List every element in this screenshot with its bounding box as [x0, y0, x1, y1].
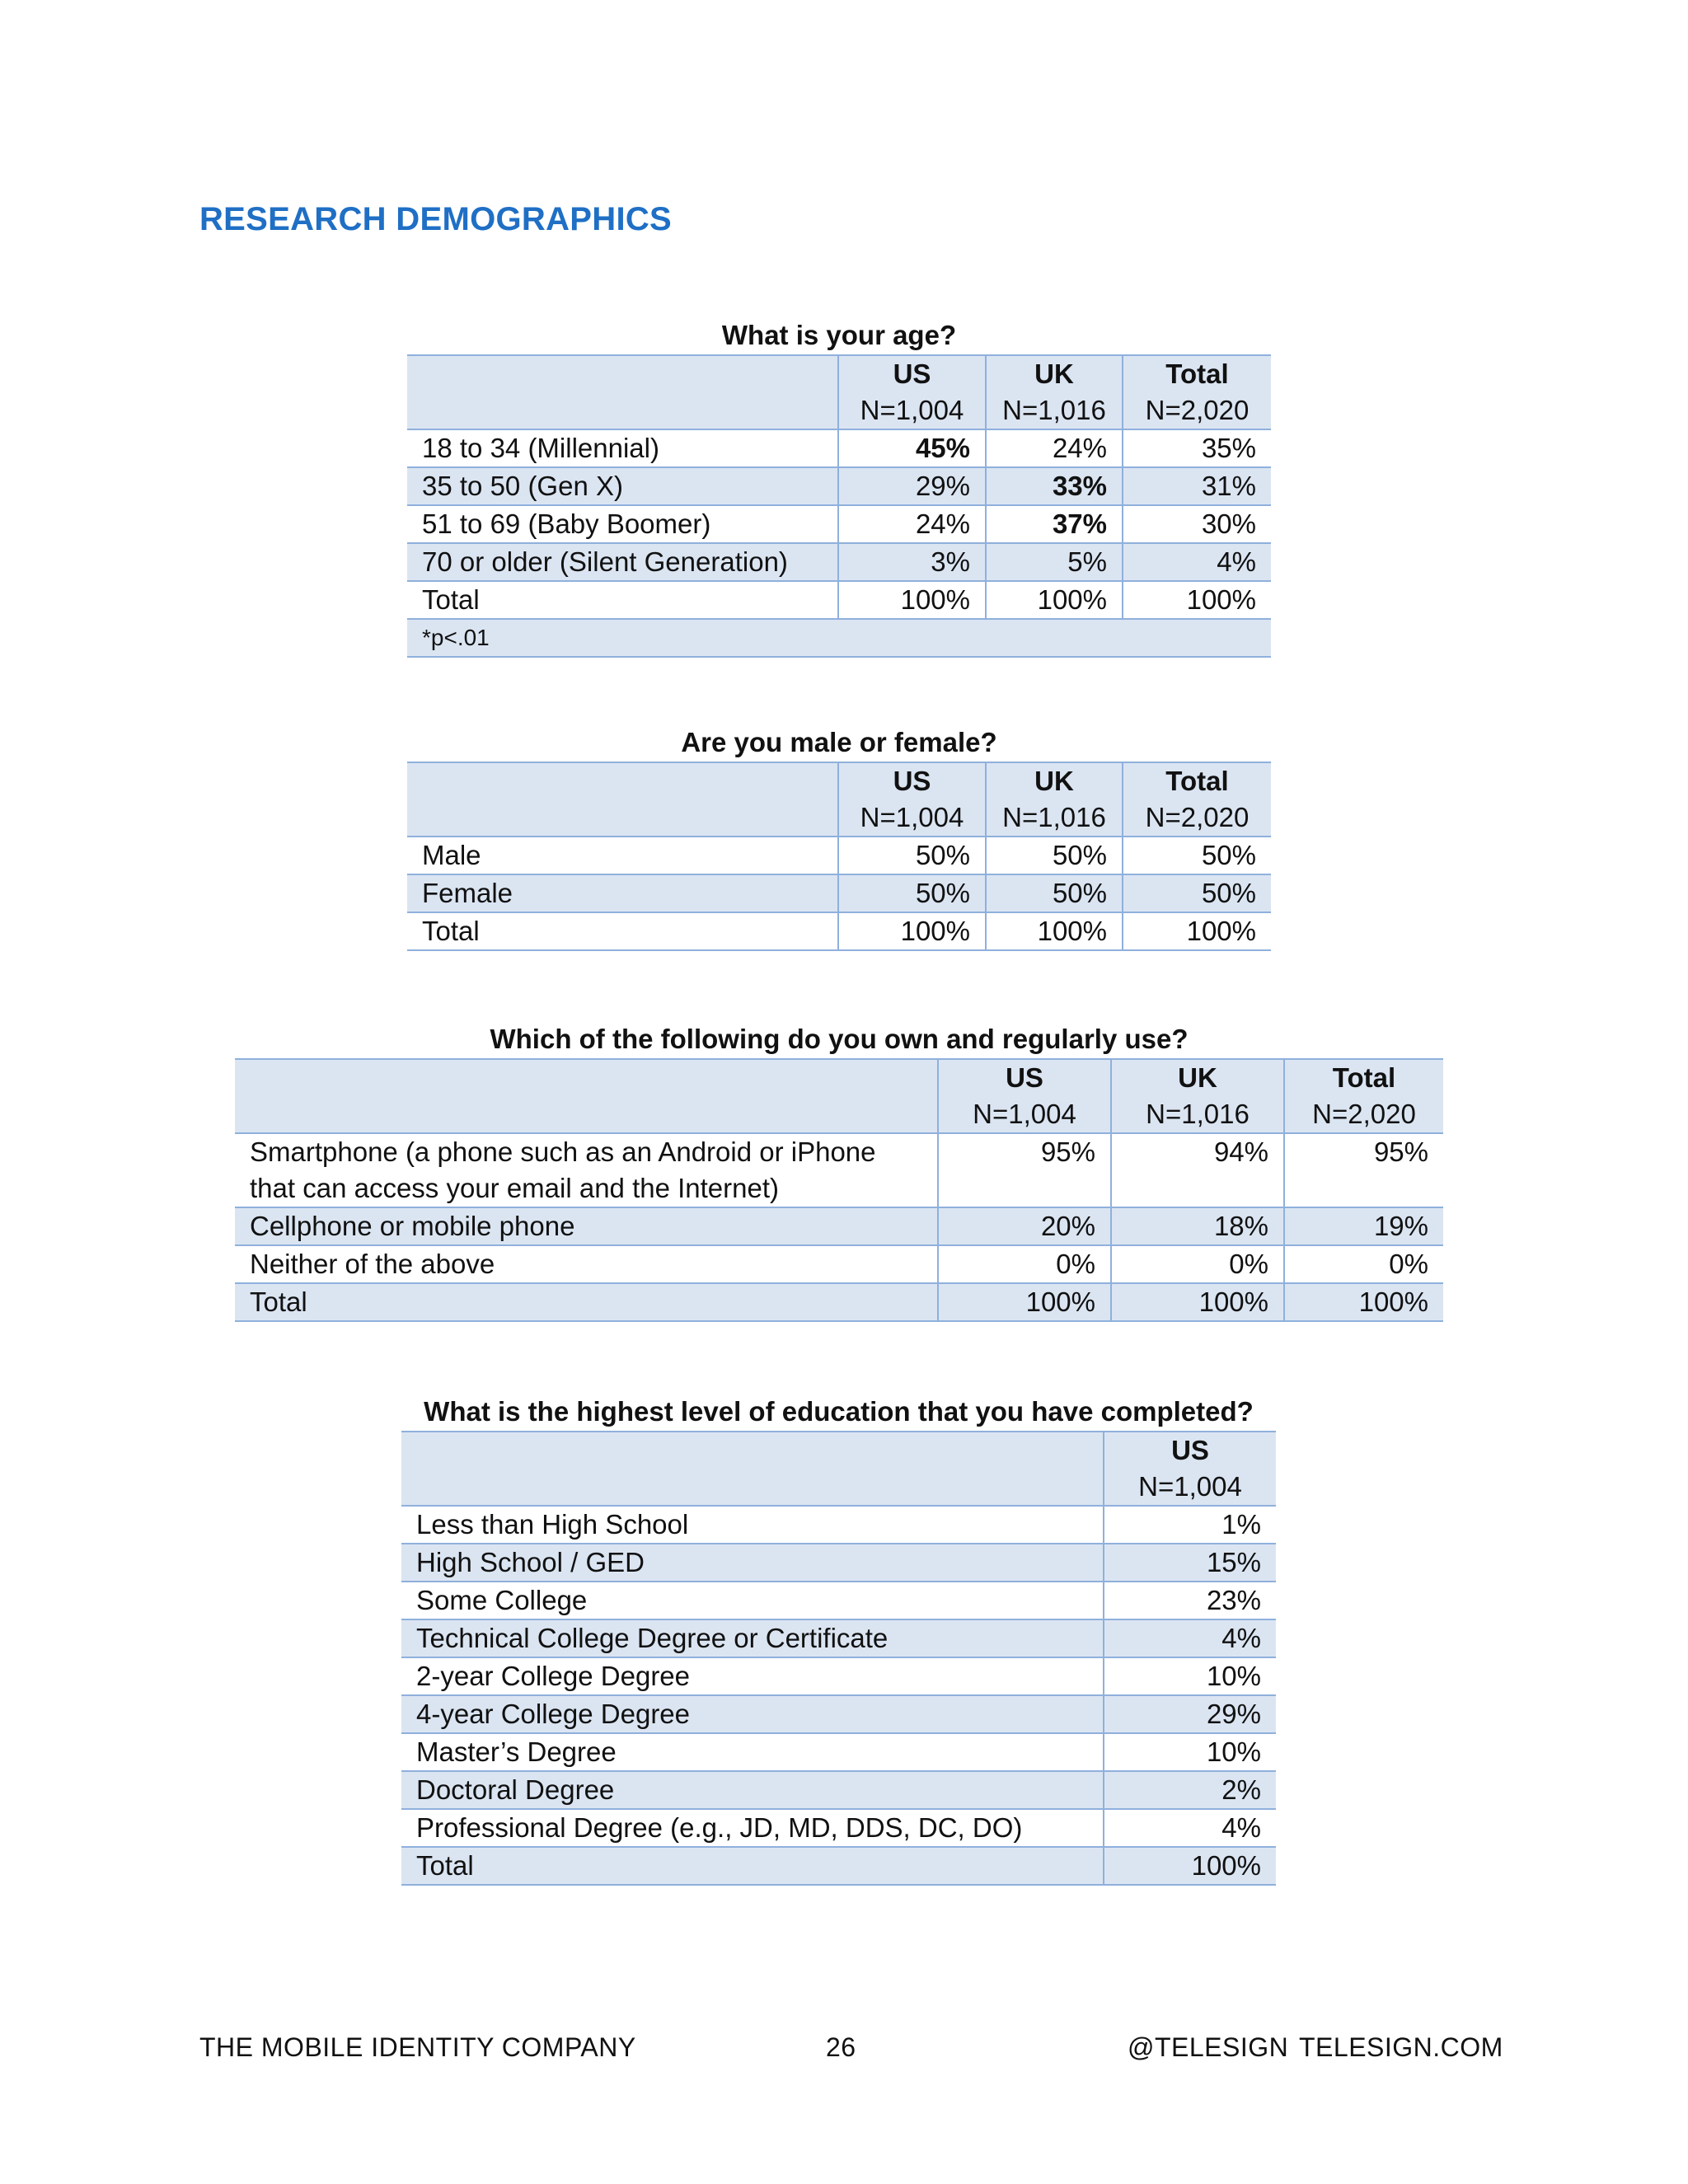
cell-value: 19% [1284, 1207, 1443, 1245]
cell-value: 1% [1104, 1506, 1276, 1544]
table-row [407, 505, 1271, 543]
cell-value: 0% [1111, 1245, 1284, 1283]
row-label: Total [401, 1847, 1104, 1885]
devices-table-title: Which of the following do you own and regularly use? [490, 1024, 1189, 1054]
cell-value: 29% [1104, 1695, 1276, 1733]
row-label: 18 to 34 (Millennial) [407, 429, 838, 467]
cell-value: 15% [1104, 1544, 1276, 1582]
row-label: Total [235, 1283, 938, 1321]
col-header-us: US [938, 1059, 1111, 1096]
cell-value: 50% [1123, 874, 1271, 912]
col-header-total: Total [1123, 355, 1271, 392]
table-row [401, 1695, 1276, 1733]
col-n-uk: N=1,016 [1111, 1096, 1284, 1133]
devices-table [235, 1058, 1443, 1322]
cell-value: 23% [1104, 1582, 1276, 1619]
row-label: Doctoral Degree [401, 1771, 1104, 1809]
cell-value: 94% [1111, 1133, 1284, 1207]
row-label: Male [407, 837, 838, 874]
row-label: Master’s Degree [401, 1733, 1104, 1771]
header-blank [407, 355, 838, 392]
table-row [401, 1619, 1276, 1657]
row-label: Neither of the above [235, 1245, 938, 1283]
table-row [401, 1544, 1276, 1582]
footer-handle: @TELESIGN [1128, 2032, 1289, 2062]
significance-note: *p<.01 [407, 619, 1271, 657]
table-row [401, 1733, 1276, 1771]
table-row [401, 1771, 1276, 1809]
footer-page-number: 26 [826, 2032, 856, 2062]
col-header-uk: UK [986, 355, 1123, 392]
cell-value: 95% [938, 1133, 1111, 1207]
col-n-us: N=1,004 [838, 392, 986, 429]
cell-value: 50% [986, 837, 1123, 874]
cell-value: 18% [1111, 1207, 1284, 1245]
col-n-us: N=1,004 [938, 1096, 1111, 1133]
cell-value: 5% [986, 543, 1123, 581]
cell-value: 50% [1123, 837, 1271, 874]
cell-value: 100% [1123, 912, 1271, 950]
header-blank [401, 1469, 1104, 1506]
cell-value: 100% [1284, 1283, 1443, 1321]
row-label: Professional Degree (e.g., JD, MD, DDS, DC, DO) [401, 1809, 1104, 1847]
table-row-total [407, 581, 1271, 619]
cell-value: 100% [838, 581, 986, 619]
cell-value: 4% [1123, 543, 1271, 581]
cell-value: 24% [838, 505, 986, 543]
cell-value: 10% [1104, 1657, 1276, 1695]
cell-value: 50% [986, 874, 1123, 912]
table-row [235, 1133, 1443, 1207]
header-blank [235, 1096, 938, 1133]
cell-value: 100% [838, 912, 986, 950]
col-header-us: US [838, 355, 986, 392]
cell-value: 4% [1104, 1619, 1276, 1657]
col-n-uk: N=1,016 [986, 392, 1123, 429]
col-n-uk: N=1,016 [986, 799, 1123, 837]
col-header-total: Total [1284, 1059, 1443, 1096]
cell-value: 24% [986, 429, 1123, 467]
age-table-title: What is your age? [721, 320, 957, 350]
row-label: Technical College Degree or Certificate [401, 1619, 1104, 1657]
gender-table [407, 762, 1271, 951]
table-row-total [235, 1283, 1443, 1321]
col-n-us: N=1,004 [1104, 1469, 1276, 1506]
row-label: 35 to 50 (Gen X) [407, 467, 838, 505]
table-row [401, 1809, 1276, 1847]
cell-value: 20% [938, 1207, 1111, 1245]
cell-value: 30% [1123, 505, 1271, 543]
table-row [401, 1506, 1276, 1544]
cell-value: 37% [986, 505, 1123, 543]
header-blank [407, 799, 838, 837]
cell-value: 95% [1284, 1133, 1443, 1207]
table-row [407, 429, 1271, 467]
header-blank [401, 1432, 1104, 1469]
page-heading: RESEARCH DEMOGRAPHICS [199, 201, 673, 237]
header-blank [407, 392, 838, 429]
table-row [235, 1207, 1443, 1245]
row-label: 51 to 69 (Baby Boomer) [407, 505, 838, 543]
cell-value: 50% [838, 837, 986, 874]
row-label: 70 or older (Silent Generation) [407, 543, 838, 581]
cell-value: 100% [938, 1283, 1111, 1321]
table-row [407, 874, 1271, 912]
age-table [407, 354, 1271, 658]
cell-value: 100% [986, 912, 1123, 950]
table-row [401, 1582, 1276, 1619]
cell-value: 3% [838, 543, 986, 581]
header-blank [407, 762, 838, 799]
footer-company: THE MOBILE IDENTITY COMPANY [199, 2032, 636, 2062]
cell-value: 100% [1111, 1283, 1284, 1321]
row-label: Some College [401, 1582, 1104, 1619]
cell-value: 35% [1123, 429, 1271, 467]
cell-value: 45% [838, 429, 986, 467]
col-header-uk: UK [986, 762, 1123, 799]
cell-value: 100% [1123, 581, 1271, 619]
row-label: Total [407, 581, 838, 619]
education-table-title: What is the highest level of education that you have completed? [424, 1396, 1254, 1427]
education-table [401, 1431, 1276, 1886]
row-label: Cellphone or mobile phone [235, 1207, 938, 1245]
row-label: 4-year College Degree [401, 1695, 1104, 1733]
cell-value: 100% [1104, 1847, 1276, 1885]
cell-value: 33% [986, 467, 1123, 505]
col-n-total: N=2,020 [1123, 392, 1271, 429]
age-table-section [407, 316, 1271, 658]
cell-value: 4% [1104, 1809, 1276, 1847]
row-label: Female [407, 874, 838, 912]
table-row [407, 837, 1271, 874]
col-n-us: N=1,004 [838, 799, 986, 837]
footer-site: TELESIGN.COM [1299, 2032, 1503, 2062]
row-label: 2-year College Degree [401, 1657, 1104, 1695]
row-label: High School / GED [401, 1544, 1104, 1582]
col-header-uk: UK [1111, 1059, 1284, 1096]
header-blank [235, 1059, 938, 1096]
table-row [407, 467, 1271, 505]
col-header-us: US [838, 762, 986, 799]
table-row [407, 543, 1271, 581]
cell-value: 29% [838, 467, 986, 505]
cell-value: 50% [838, 874, 986, 912]
row-label: Smartphone (a phone such as an Android or iPhone that can access your email and the Internet) [235, 1133, 938, 1207]
col-n-total: N=2,020 [1123, 799, 1271, 837]
col-n-total: N=2,020 [1284, 1096, 1443, 1133]
cell-value: 31% [1123, 467, 1271, 505]
table-row-total [407, 912, 1271, 950]
table-row [401, 1657, 1276, 1695]
cell-value: 0% [1284, 1245, 1443, 1283]
col-header-us: US [1104, 1432, 1276, 1469]
table-row [235, 1245, 1443, 1283]
gender-table-section [407, 724, 1271, 951]
gender-table-title: Are you male or female? [681, 727, 997, 757]
cell-value: 100% [986, 581, 1123, 619]
devices-table-section [235, 1020, 1443, 1322]
col-header-total: Total [1123, 762, 1271, 799]
row-label: Less than High School [401, 1506, 1104, 1544]
row-label: Total [407, 912, 838, 950]
table-row-total [401, 1847, 1276, 1885]
table-note-row [407, 619, 1271, 657]
education-table-section [401, 1393, 1276, 1886]
cell-value: 2% [1104, 1771, 1276, 1809]
cell-value: 10% [1104, 1733, 1276, 1771]
cell-value: 0% [938, 1245, 1111, 1283]
